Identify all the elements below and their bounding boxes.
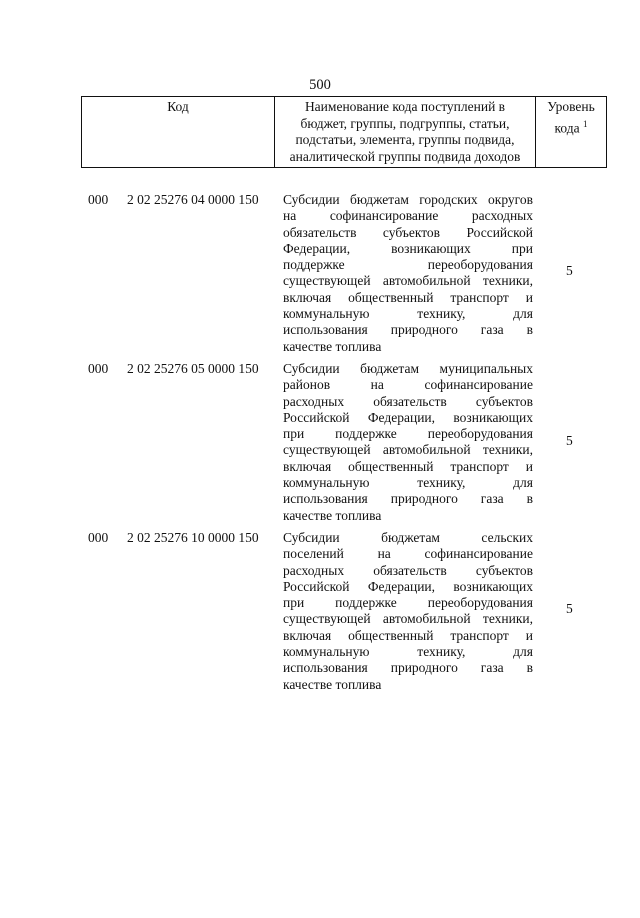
row-name-line: районов на софинансирование bbox=[283, 377, 533, 393]
row-name-line: Субсидии бюджетам городских округов bbox=[283, 192, 533, 207]
header-name-line: аналитической группы подвида доходов bbox=[289, 148, 521, 164]
row-name-line: существующей автомобильной техники, bbox=[283, 273, 533, 289]
row-name-line: Субсидии бюджетам сельских bbox=[283, 530, 533, 545]
row-level: 5 bbox=[566, 263, 573, 278]
row-name-line: Российской Федерации, возникающих bbox=[283, 578, 533, 594]
header-level bbox=[536, 97, 607, 168]
row-name-line: качестве топлива bbox=[283, 507, 382, 523]
header-name-line: бюджет, группы, подгруппы, статьи, bbox=[300, 115, 510, 131]
row-name-line: Субсидии бюджетам муниципальных bbox=[283, 361, 533, 376]
row-name-line: на софинансирование расходных bbox=[283, 208, 533, 224]
header-table bbox=[81, 96, 607, 168]
header-name bbox=[275, 97, 536, 168]
row-name-line: существующей автомобильной техники, bbox=[283, 442, 533, 458]
row-name-line: расходных обязательств субъектов bbox=[283, 393, 533, 409]
row-name-line: поселений на софинансирование bbox=[283, 546, 533, 562]
row-code: 2 02 25276 04 0000 150 bbox=[127, 192, 259, 207]
row-name bbox=[283, 361, 533, 524]
header-level-footnote: 1 bbox=[582, 118, 588, 129]
row-prefix: 000 bbox=[88, 192, 109, 207]
header-level-line2: кода bbox=[554, 120, 580, 135]
row-name bbox=[283, 530, 533, 693]
header-level-line1: Уровень bbox=[547, 99, 595, 114]
row-prefix: 000 bbox=[88, 530, 109, 545]
row-name bbox=[283, 192, 533, 355]
header-code: Код bbox=[82, 97, 275, 168]
row-code: 2 02 25276 05 0000 150 bbox=[127, 361, 259, 376]
row-name-line: включая общественный транспорт и bbox=[283, 289, 533, 305]
row-name-line: использования природного газа в bbox=[283, 491, 533, 507]
row-name-line: коммунальную технику, для bbox=[283, 475, 533, 491]
row-name-line: при поддержке переоборудования bbox=[283, 426, 533, 442]
row-code: 2 02 25276 10 0000 150 bbox=[127, 530, 259, 545]
row-level: 5 bbox=[566, 433, 573, 448]
row-name-line: включая общественный транспорт и bbox=[283, 458, 533, 474]
row-name-line: обязательств субъектов Российской bbox=[283, 224, 533, 240]
header-name-line: подстатьи, элемента, группы подвида, bbox=[295, 132, 515, 147]
row-name-line: поддержке переоборудования bbox=[283, 257, 533, 273]
row-name-line: Федерации, возникающих при bbox=[283, 240, 533, 256]
row-name-line: качестве топлива bbox=[283, 676, 382, 692]
header-row bbox=[82, 97, 607, 168]
page-number: 500 bbox=[309, 77, 331, 93]
row-name-line: Российской Федерации, возникающих bbox=[283, 409, 533, 425]
row-name-line: включая общественный транспорт и bbox=[283, 627, 533, 643]
row-name-line: существующей автомобильной техники, bbox=[283, 611, 533, 627]
row-name-line: расходных обязательств субъектов bbox=[283, 562, 533, 578]
row-prefix: 000 bbox=[88, 361, 109, 376]
header-name-line: Наименование кода поступлений в bbox=[304, 99, 506, 114]
row-name-line: качестве топлива bbox=[283, 338, 382, 354]
row-name-line: коммунальную технику, для bbox=[283, 644, 533, 660]
row-name-line: коммунальную технику, для bbox=[283, 306, 533, 322]
row-name-line: использования природного газа в bbox=[283, 322, 533, 338]
row-name-line: использования природного газа в bbox=[283, 660, 533, 676]
row-level: 5 bbox=[566, 601, 573, 616]
row-name-line: при поддержке переоборудования bbox=[283, 595, 533, 611]
